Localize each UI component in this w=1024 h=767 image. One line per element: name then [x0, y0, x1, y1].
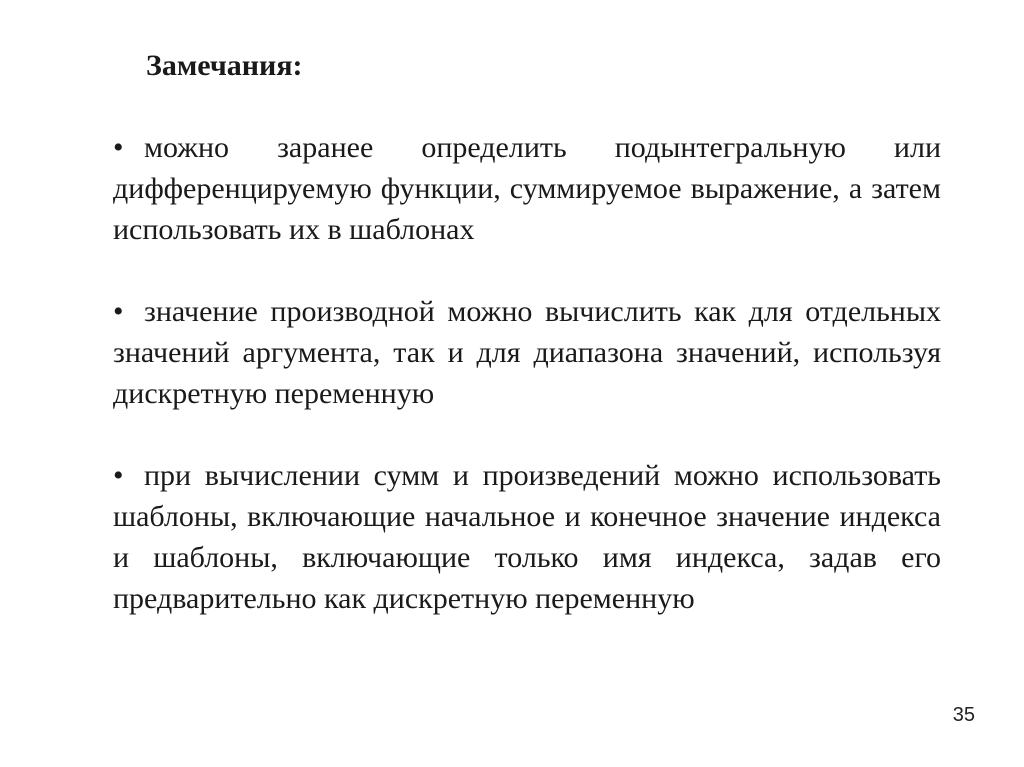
remark-text: значение производной можно вычислить как для отдельных значений аргумента, так и для диапазона значений, используя дискретную переменную	[113, 295, 941, 410]
remark-text: при вычислении сумм и произведений можно использовать шаблоны, включающие начальное и конечное значение индекса и шаблоны, включающие только имя индекса, задав его предварительно как дискретную переменную	[113, 459, 941, 615]
remark-text: можно заранее определить подынтегральную или дифференцируемую функции, суммируемое выражение, а затем использовать их в шаблонах	[113, 131, 941, 246]
page-number: 35	[952, 704, 975, 726]
remark-item	[113, 127, 941, 250]
bullet-icon: •	[113, 131, 124, 164]
slide-title: Замечания:	[146, 49, 303, 82]
bullet-icon: •	[113, 459, 124, 492]
remarks-list	[113, 127, 941, 619]
bullet-icon: •	[113, 295, 124, 328]
remark-item	[113, 291, 941, 414]
remark-item	[113, 455, 941, 619]
